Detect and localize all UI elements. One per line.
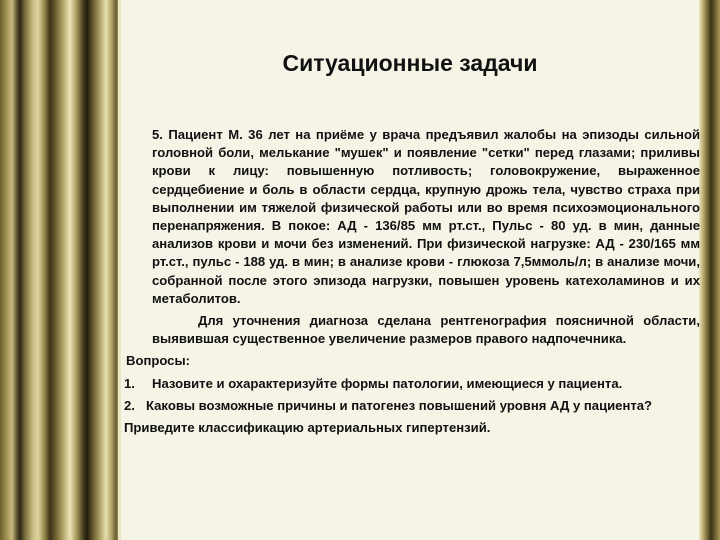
question-number: 1. [124,375,135,391]
final-task: Приведите классификацию артериальных гипертензий. [124,420,491,436]
question-text: Назовите и охарактеризуйте формы патологии, имеющиеся у пациента. [152,375,623,391]
question-text: Каковы возможные причины и патогенез повышений уровня АД у пациента? [146,397,653,413]
decorative-left-border [0,0,121,540]
slide-title: Ситуационные задачи [282,50,538,76]
questions-heading: Вопросы: [126,353,191,369]
case-description: 5. Пациент М. 36 лет на приёме у врача предъявил жалобы на эпизоды сильной головной боли, мелькание "мушек" и появление "сетки" перед глазами; приливы крови к лицу: повышенную потливость; головокружение, выраженное сердцебиение и боль в области сердца, крупную дрожь тела, чувство страха при выполнении им тяжелой физической работы или во время психоэмоционального перенапряжения. В покое: АД - 136/85 мм рт.ст., Пульс - 80 уд. в мин, данные анализов крови и мочи без изменений. При физической нагрузке: АД - 230/165 мм рт.ст., пульс - 188 уд. в мин; в анализе крови - глюкоза 7,5ммоль/л; в анализе мочи, собранной после этого эпизода нагрузки, повышен уровень катехоламинов и их метаболитов. [152,127,700,306]
diagnosis-paragraph: Для уточнения диагноза сделана рентгенография поясничной области, выявившая существенное увеличение размеров правого надпочечника. [152,313,700,347]
question-number: 2. [124,397,135,413]
decorative-right-border [699,0,720,540]
slide-content [124,126,700,437]
question-item [124,375,700,393]
question-item [124,397,700,415]
